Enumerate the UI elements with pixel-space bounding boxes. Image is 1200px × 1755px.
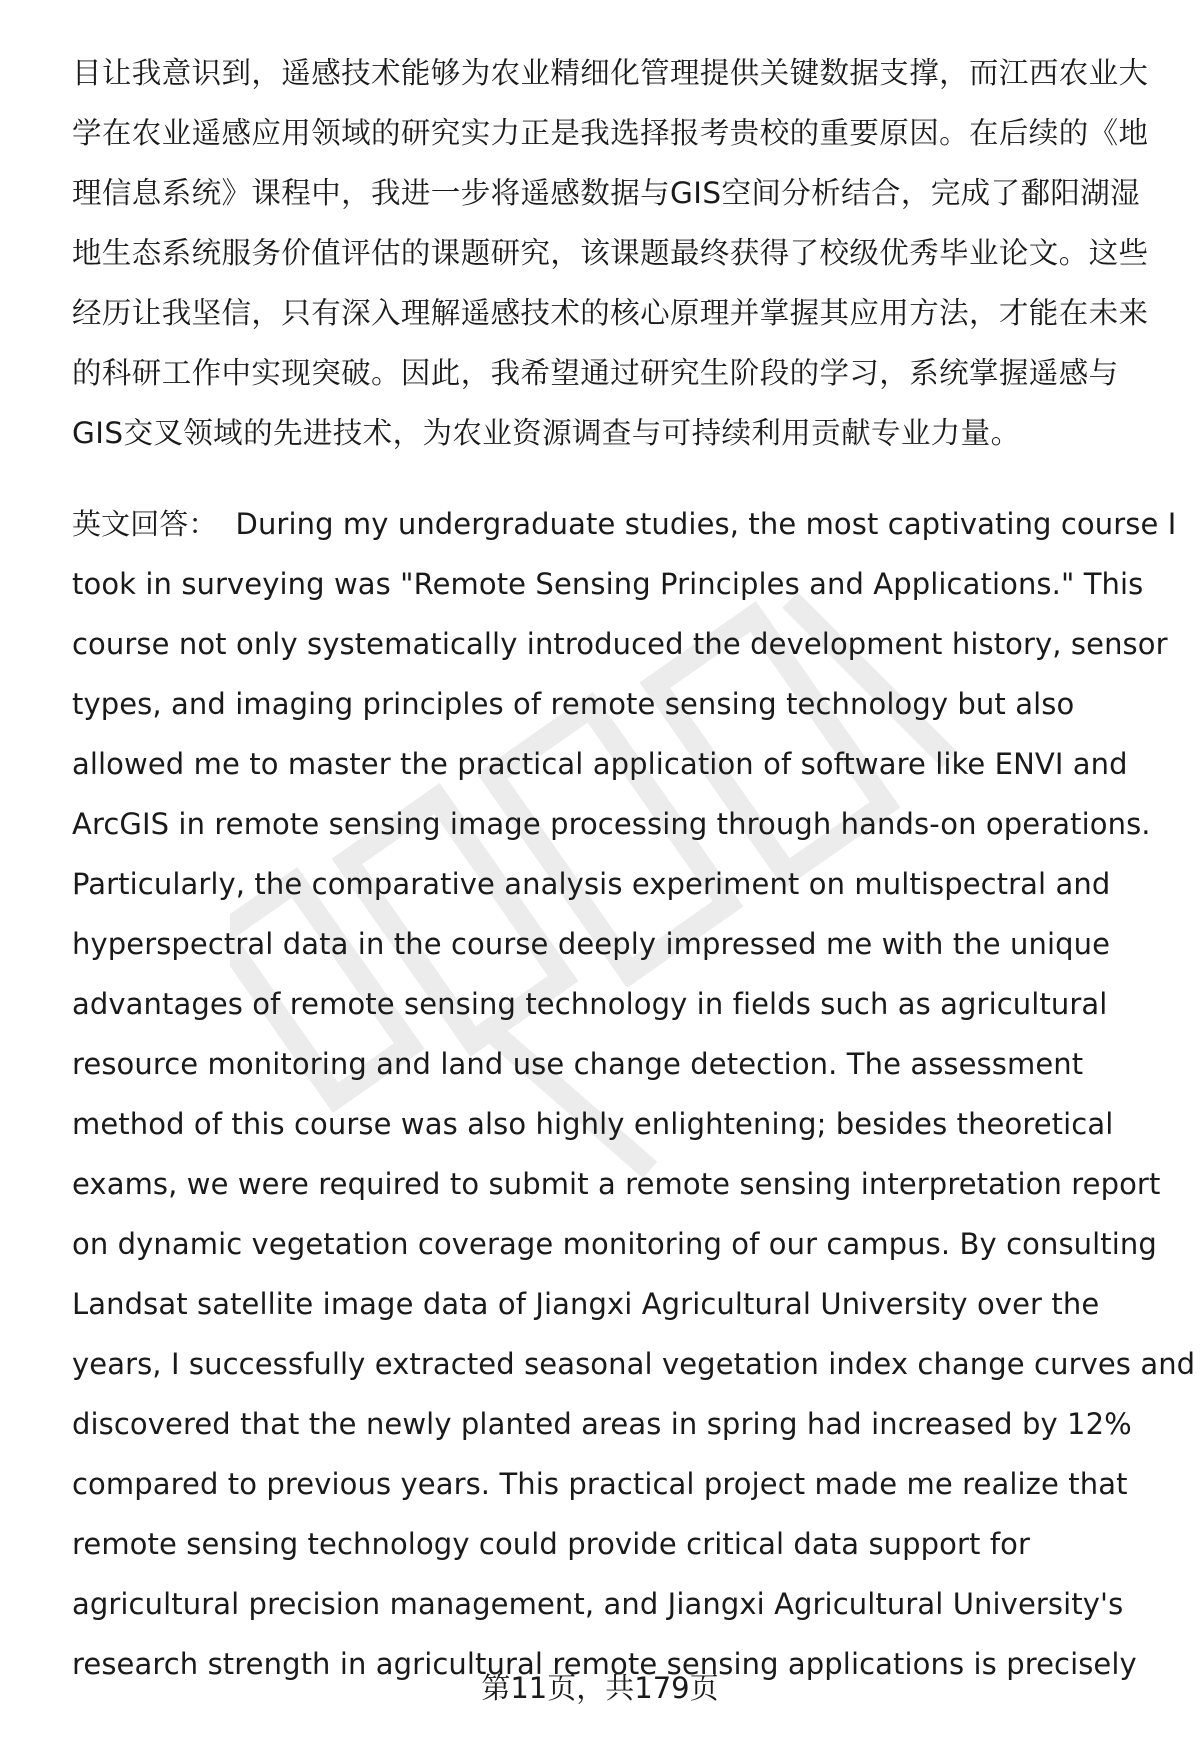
paragraph-line: GIS交叉领域的先进技术，为农业资源调查与可持续利用贡献专业力量。 [72, 416, 1021, 450]
chinese-paragraph [72, 43, 1152, 463]
paragraph-line: compared to previous years. This practical project made me realize that [72, 1467, 1128, 1501]
paragraph-line: Landsat satellite image data of Jiangxi Agricultural University over the [72, 1287, 1100, 1321]
paragraph-line: research strength in agricultural remote sensing applications is precisely [72, 1647, 1137, 1681]
paragraph-line: Particularly, the comparative analysis experiment on multispectral and [72, 867, 1111, 901]
paragraph-line: 的科研工作中实现突破。因此，我希望通过研究生阶段的学习，系统掌握遥感与 [72, 356, 1119, 390]
paragraph-line: years, I successfully extracted seasonal vegetation index change curves and [72, 1347, 1196, 1381]
paragraph-line: allowed me to master the practical application of software like ENVI and [72, 747, 1128, 781]
paragraph-line: exams, we were required to submit a remote sensing interpretation report [72, 1167, 1161, 1201]
paragraph-line: agricultural precision management, and Jiangxi Agricultural University's [72, 1587, 1124, 1621]
paragraph-line: advantages of remote sensing technology in fields such as agricultural [72, 987, 1108, 1021]
paragraph-line: hyperspectral data in the course deeply impressed me with the unique [72, 927, 1111, 961]
paragraph-line: 学在农业遥感应用领域的研究实力正是我选择报考贵校的重要原因。在后续的《地 [72, 116, 1149, 150]
paragraph-line: took in surveying was "Remote Sensing Principles and Applications." This [72, 567, 1144, 601]
paragraph-line [72, 494, 1177, 554]
paragraph-line: method of this course was also highly enlightening; besides theoretical [72, 1107, 1114, 1141]
paragraph-line: 理信息系统》课程中，我进一步将遥感数据与GIS空间分析结合，完成了鄱阳湖湿 [72, 176, 1141, 210]
paragraph-line: remote sensing technology could provide critical data support for [72, 1527, 1030, 1561]
english-answer-paragraph [72, 494, 1196, 1694]
paragraph-line: ArcGIS in remote sensing image processing through hands-on operations. [72, 807, 1151, 841]
page-number-footer: 第11页，共179页 [481, 1671, 719, 1705]
paragraph-line: 目让我意识到，遥感技术能够为农业精细化管理提供关键数据支撑，而江西农业大 [72, 56, 1149, 90]
paragraph-line: on dynamic vegetation coverage monitoring of our campus. By consulting [72, 1227, 1157, 1261]
paragraph-line: resource monitoring and land use change detection. The assessment [72, 1047, 1084, 1081]
answer-label: 英文回答： [72, 507, 218, 541]
paragraph-line: 地生态系统服务价值评估的课题研究，该课题最终获得了校级优秀毕业论文。这些 [72, 236, 1149, 270]
paragraph-line: course not only systematically introduced the development history, sensor [72, 627, 1168, 661]
paragraph-line: discovered that the newly planted areas in spring had increased by 12% [72, 1407, 1132, 1441]
paragraph-line-text: During my undergraduate studies, the most captivating course I [235, 507, 1177, 541]
paragraph-line: types, and imaging principles of remote sensing technology but also [72, 687, 1075, 721]
paragraph-line: 经历让我坚信，只有深入理解遥感技术的核心原理并掌握其应用方法，才能在未来 [72, 296, 1149, 330]
